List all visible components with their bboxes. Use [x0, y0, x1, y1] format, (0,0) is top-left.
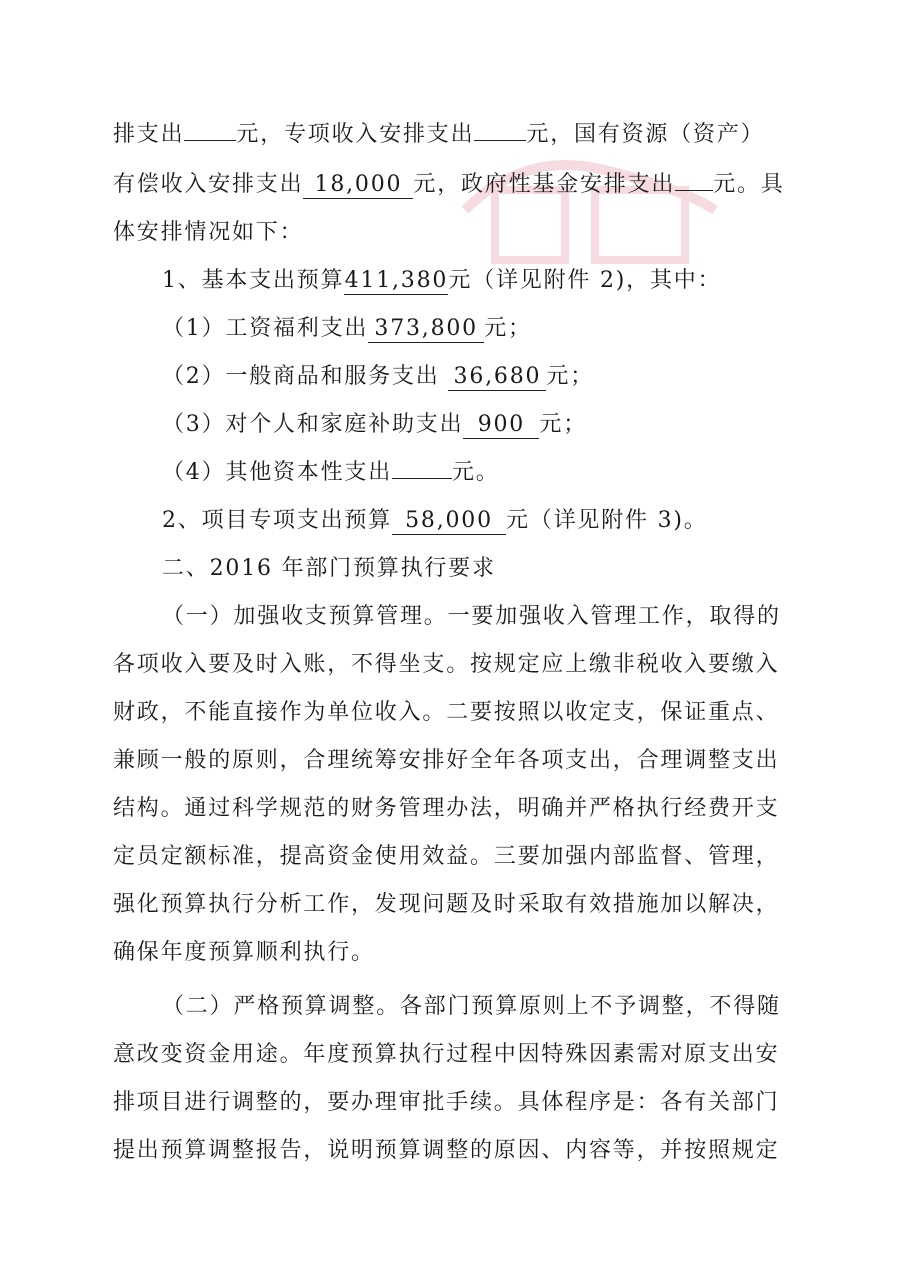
- paragraph-line: （二）严格预算调整。各部门预算原则上不予调整，不得随: [162, 994, 781, 1019]
- paragraph-line: 强化预算执行分析工作，发现问题及时采取有效措施加以解决，: [113, 892, 780, 917]
- blank-underline: [474, 140, 526, 141]
- paragraph-line: 定员定额标准，提高资金使用效益。三要加强内部监督、管理，: [113, 844, 780, 869]
- text-line: （4）其他资本性支出 元。: [162, 460, 500, 485]
- red-seal-stamp-faint: [455, 150, 725, 270]
- text-line: 2、项目专项支出预算 58,000 元（详见附件 3)。: [162, 508, 708, 533]
- paragraph-line: 排项目进行调整的，要办理审批手续。具体程序是：各有关部门: [113, 1090, 780, 1115]
- paragraph-line: 意改变资金用途。年度预算执行过程中因特殊因素需对原支出安: [113, 1042, 780, 1067]
- text-line: 体安排情况如下：: [113, 220, 304, 245]
- paragraph-line: 提出预算调整报告，说明预算调整的原因、内容等，并按照规定: [113, 1138, 780, 1163]
- amount-underline: 900: [463, 412, 539, 439]
- text-line: 排支出 元，专项收入安排支出 元，国有资源（资产）: [113, 122, 765, 147]
- section-heading: 二、2016 年部门预算执行要求: [162, 556, 496, 581]
- paragraph-line: 结构。通过科学规范的财务管理办法，明确并严格执行经费开支: [113, 796, 780, 821]
- amount-underline: 411,380: [344, 268, 449, 293]
- paragraph-line: 财政，不能直接作为单位收入。二要按照以收定支，保证重点、: [113, 700, 780, 725]
- amount-underline: 373,800: [368, 316, 484, 343]
- paragraph-line: 各项收入要及时入账，不得坐支。按规定应上缴非税收入要缴入: [113, 652, 780, 677]
- paragraph-line: （一）加强收支预算管理。一要加强收入管理工作，取得的: [162, 604, 781, 629]
- blank-underline: [675, 190, 713, 191]
- paragraph-line: 兼顾一般的原则，合理统筹安排好全年各项支出，合理调整支出: [113, 748, 780, 773]
- amount-underline: 18,000: [303, 172, 413, 199]
- text-line: （2）一般商品和服务支出 36,680 元；: [162, 364, 595, 389]
- paragraph-line: 确保年度预算顺利执行。: [113, 940, 375, 965]
- blank-underline: [392, 478, 452, 479]
- text-line: 有偿收入安排支出 18,000 元，政府性基金安排支出 元。具: [113, 172, 785, 197]
- text-line: （1）工资福利支出 373,800 元；: [162, 316, 532, 341]
- blank-underline: [184, 140, 236, 141]
- text-line: 1、基本支出预算411,380元（详见附件 2)，其中：: [162, 268, 722, 293]
- amount-underline: 36,680: [448, 364, 546, 391]
- amount-underline: 58,000: [392, 508, 506, 535]
- text-line: （3）对个人和家庭补助支出 900 元；: [162, 412, 588, 437]
